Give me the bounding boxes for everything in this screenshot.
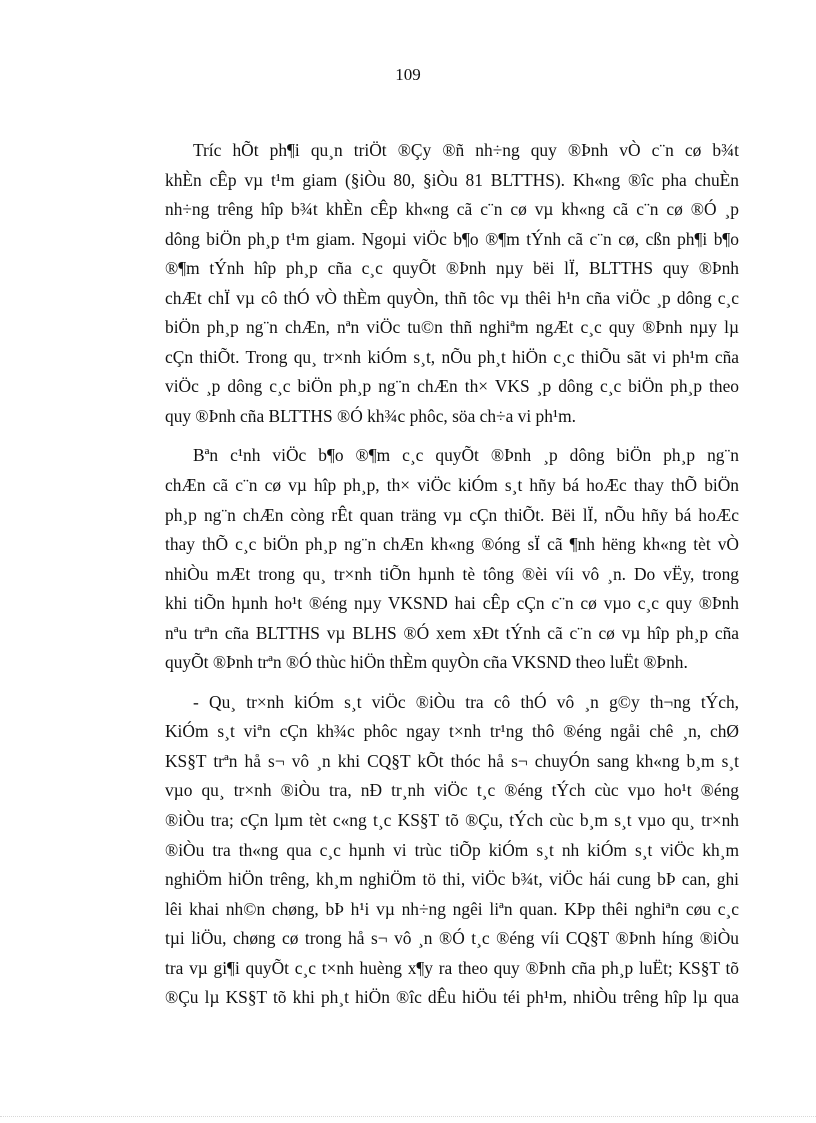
page-number: 109 — [395, 65, 421, 84]
text-line: khi tiÕn hµnh ho¹t ®éng nµy VKSND hai cÊp cÇn c¨n cø vµo c¸c quy ®Þnh — [165, 593, 739, 614]
text-line: KiÓm s¸t viªn cÇn kh¾c phôc ngay t×nh tr¹ng thô ®éng ngåi chê ¸n, chØ — [165, 721, 739, 742]
body-text — [165, 136, 739, 1013]
text-line: chÆn cã c¨n cø vµ hîp ph¸p, th× viÖc kiÓm s¸t hñy bá hoÆc thay thÕ biÖn — [165, 475, 739, 496]
text-line: quyÕt ®Þnh trªn ®Ó thùc hiÖn thÈm quyÒn cña VKSND theo luËt ®Þnh. — [165, 652, 688, 673]
paragraph-3 — [165, 688, 739, 1013]
text-line: vµo qu¸ tr×nh ®iÒu tra, nÐ tr¸nh viÖc t¸c ®éng tÝch cùc vµo ho¹t ®éng — [165, 780, 739, 801]
text-line: tra vµ gi¶i quyÕt c¸c t×nh huèng x¶y ra theo quy ®Þnh cña ph¸p luËt; KS§T tõ — [165, 957, 739, 978]
text-line: Bªn c¹nh viÖc b¶o ®¶m c¸c quyÕt ®Þnh ¸p dông biÖn ph¸p ng¨n — [193, 445, 739, 466]
text-line: nhiÒu mÆt trong qu¸ tr×nh tiÕn hµnh tè tông ®èi víi vô ¸n. Do vËy, trong — [165, 563, 739, 584]
text-line: nªu trªn cña BLTTHS vµ BLHS ®Ó xem xÐt tÝnh cã c¨n cø vµ hîp ph¸p cña — [165, 622, 739, 643]
text-line: ®iÒu tra; cÇn lµm tèt c«ng t¸c KS§T tõ ®Çu, tÝch cùc b¸m s¸t vµo qu¸ tr×nh — [165, 810, 739, 831]
text-line: chÆt chÏ vµ cô thÓ vÒ thÈm quyÒn, thñ tôc vµ thêi h¹n cña viÖc ¸p dông c¸c — [165, 287, 739, 308]
text-line: ®¶m tÝnh hîp ph¸p cña c¸c quyÕt ®Þnh nµy bëi lÏ, BLTTHS quy ®Þnh — [165, 258, 739, 279]
text-line: Tríc hÕt ph¶i qu¸n triÖt ®Çy ®ñ nh÷ng quy ®Þnh vÒ c¨n cø b¾t — [193, 140, 739, 160]
text-line: nghiÖm hiÖn trêng, kh¸m nghiÖm tö thi, viÖc b¾t, viÖc hái cung bÞ can, ghi — [165, 869, 739, 890]
text-line: - Qu¸ tr×nh kiÓm s¸t viÖc ®iÒu tra cô thÓ vô ¸n g©y th¬ng tÝch, — [193, 691, 739, 712]
text-line: biÖn ph¸p ng¨n chÆn, nªn viÖc tu©n thñ nghiªm ngÆt c¸c quy ®Þnh nµy lµ — [165, 317, 739, 338]
page-bottom-divider — [0, 1116, 816, 1117]
paragraph-2 — [165, 441, 739, 677]
text-line: ®Çu lµ KS§T tõ khi ph¸t hiÖn ®îc dÊu hiÖu téi ph¹m, nhiÒu trêng hîp lµ qua — [165, 987, 739, 1008]
text-line: KS§T trªn hå s¬ vô ¸n khi CQ§T kÕt thóc hå s¬ chuyÓn sang kh«ng b¸m s¸t — [165, 750, 739, 771]
text-line: nh÷ng trêng hîp b¾t khÈn cÊp kh«ng cã c¨n cø vµ kh«ng cã c¨n cø ®Ó ¸p — [165, 199, 739, 220]
text-line: thay thÕ c¸c biÖn ph¸p ng¨n chÆn kh«ng ®óng sÏ cã ¶nh hëng kh«ng tèt vÒ — [165, 534, 739, 555]
text-line: dông biÖn ph¸p t¹m giam. Ngoµi viÖc b¶o ®¶m tÝnh cã c¨n cø, cßn ph¶i b¶o — [165, 228, 739, 249]
paragraph-1 — [165, 136, 739, 431]
text-line: cÇn thiÕt. Trong qu¸ tr×nh kiÓm s¸t, nÕu ph¸t hiÖn c¸c thiÕu sãt vi ph¹m cña — [165, 346, 739, 367]
text-line: khÈn cÊp vµ t¹m giam (§iÒu 80, §iÒu 81 BLTTHS). Kh«ng ®îc pha chuÈn — [165, 169, 739, 190]
text-line: ph¸p ng¨n chÆn còng rÊt quan träng vµ cÇn thiÕt. Bëi lÏ, nÕu hñy bá hoÆc — [165, 504, 739, 525]
text-line: viÖc ¸p dông c¸c biÖn ph¸p ng¨n chÆn th× VKS ¸p dông c¸c biÖn ph¸p theo — [165, 376, 739, 397]
text-line: tµi liÖu, chøng cø trong hå s¬ vô ¸n ®Ó t¸c ®éng víi CQ§T ®Þnh híng ®iÒu — [165, 928, 739, 949]
text-line: quy ®Þnh cña BLTTHS ®Ó kh¾c phôc, söa ch÷a vi ph¹m. — [165, 405, 577, 426]
text-line: ®iÒu tra th«ng qua c¸c hµnh vi trùc tiÕp kiÓm s¸t nh kiÓm s¸t viÖc kh¸m — [165, 839, 739, 860]
text-line: lêi khai nh©n chøng, bÞ h¹i vµ nh÷ng ngêi liªn quan. KÞp thêi nghiªn cøu c¸c — [165, 898, 739, 919]
